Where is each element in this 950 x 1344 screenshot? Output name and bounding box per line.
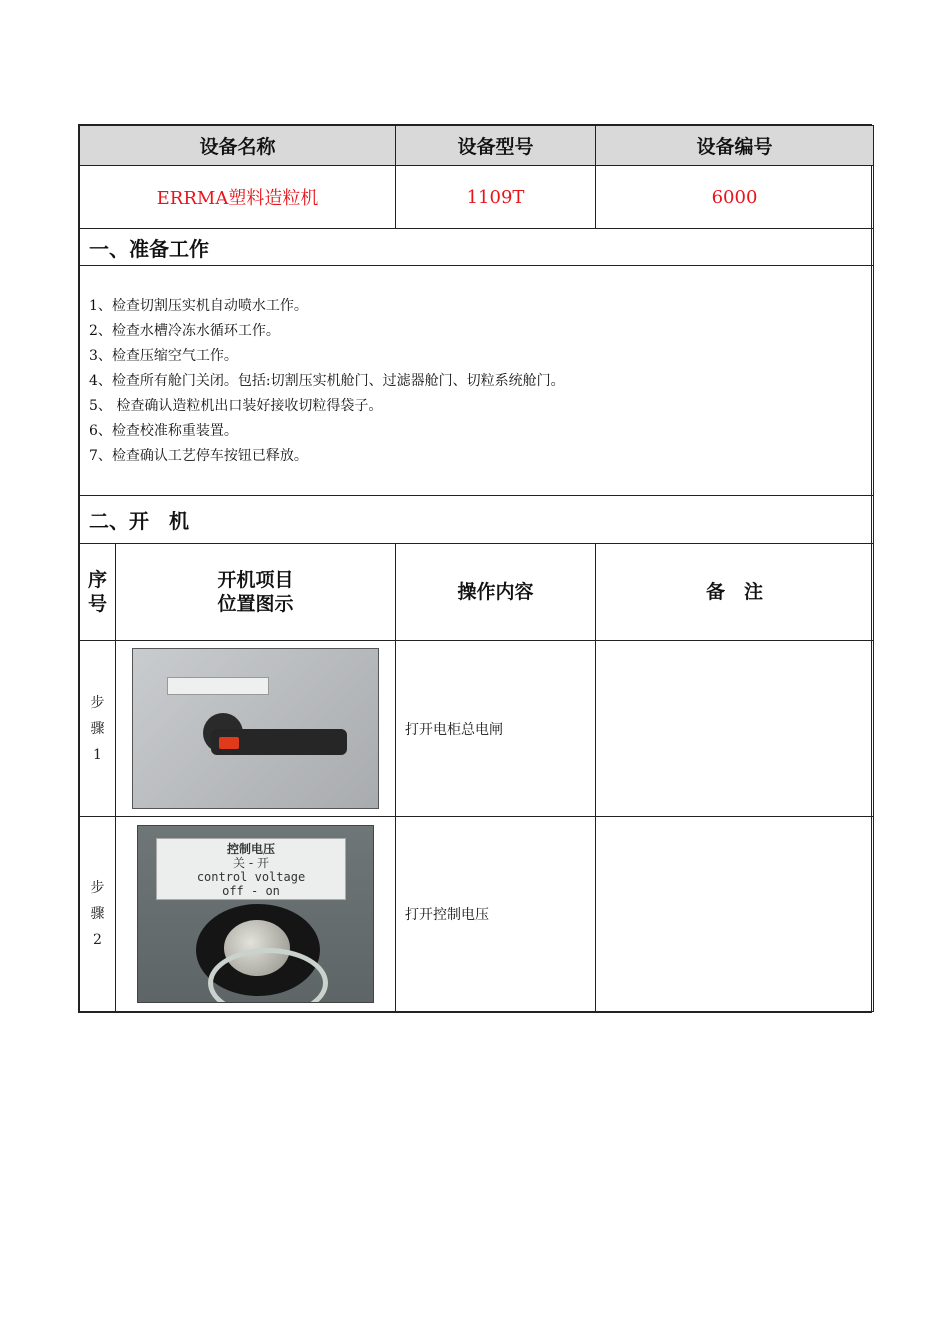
checklist-item: 6、检查校准称重装置。 (89, 423, 238, 439)
column-seq-header (80, 544, 116, 641)
plate-text-line: control voltage (196, 870, 306, 884)
step-label-char: 步 (90, 694, 105, 711)
column-remark-header: 备 注 (596, 544, 874, 641)
step-label (80, 641, 116, 817)
step-label-number: 2 (93, 932, 102, 948)
checklist-item: 5、 检查确认造粒机出口装好接收切粒得袋子。 (89, 398, 383, 414)
step-operation: 打开控制电压 (396, 817, 596, 1012)
step-label (80, 817, 116, 1012)
column-seq-line1: 序 (87, 569, 107, 591)
plate-text-line: 关 - 开 (233, 856, 269, 870)
checklist-item: 7、检查确认工艺停车按钮已释放。 (89, 448, 308, 464)
equipment-model-value: 1109T (396, 166, 596, 229)
step-image-cell (116, 817, 396, 1012)
checklist-item: 1、检查切割压实机自动喷水工作。 (89, 298, 308, 314)
column-item-header (116, 544, 396, 641)
header-equipment-number: 设备编号 (596, 126, 874, 166)
column-seq-line2: 号 (87, 593, 107, 615)
header-equipment-model: 设备型号 (396, 126, 596, 166)
control-voltage-plate (156, 838, 346, 900)
section-startup-title: 二、开 机 (80, 496, 874, 544)
checklist-item: 3、检查压缩空气工作。 (89, 348, 238, 364)
step-image-cell (116, 641, 396, 817)
step-label-char: 骤 (90, 720, 105, 737)
main-power-switch-photo (132, 648, 379, 809)
checklist-item: 2、检查水槽冷冻水循环工作。 (89, 323, 280, 339)
control-voltage-key-switch-photo (137, 825, 374, 1003)
step-remark (596, 817, 874, 1012)
step-operation: 打开电柜总电闸 (396, 641, 596, 817)
switch-red-tip (219, 737, 239, 749)
info-table (79, 125, 874, 1012)
switch-label-plate (167, 677, 269, 695)
section-preparation-title: 一、准备工作 (80, 229, 874, 266)
equipment-procedure-sheet (78, 124, 872, 1013)
column-item-line2: 位置图示 (217, 593, 294, 615)
step-label-number: 1 (93, 746, 102, 763)
column-item-line1: 开机项目 (217, 569, 294, 591)
step-remark (596, 641, 874, 817)
header-equipment-name: 设备名称 (80, 126, 396, 166)
plate-text-line: 控制电压 (226, 842, 275, 856)
preparation-checklist (80, 266, 874, 496)
equipment-name-value: ERRMA塑料造粒机 (80, 166, 396, 229)
step-label-char: 步 (90, 880, 105, 896)
checklist-item: 4、检查所有舱门关闭。包括:切割压实机舱门、过滤器舱门、切粒系统舱门。 (89, 373, 565, 389)
plate-text-line: off - on (222, 884, 280, 898)
step-label-char: 骤 (90, 906, 105, 922)
equipment-number-value: 6000 (596, 166, 874, 229)
column-operation-header: 操作内容 (396, 544, 596, 641)
